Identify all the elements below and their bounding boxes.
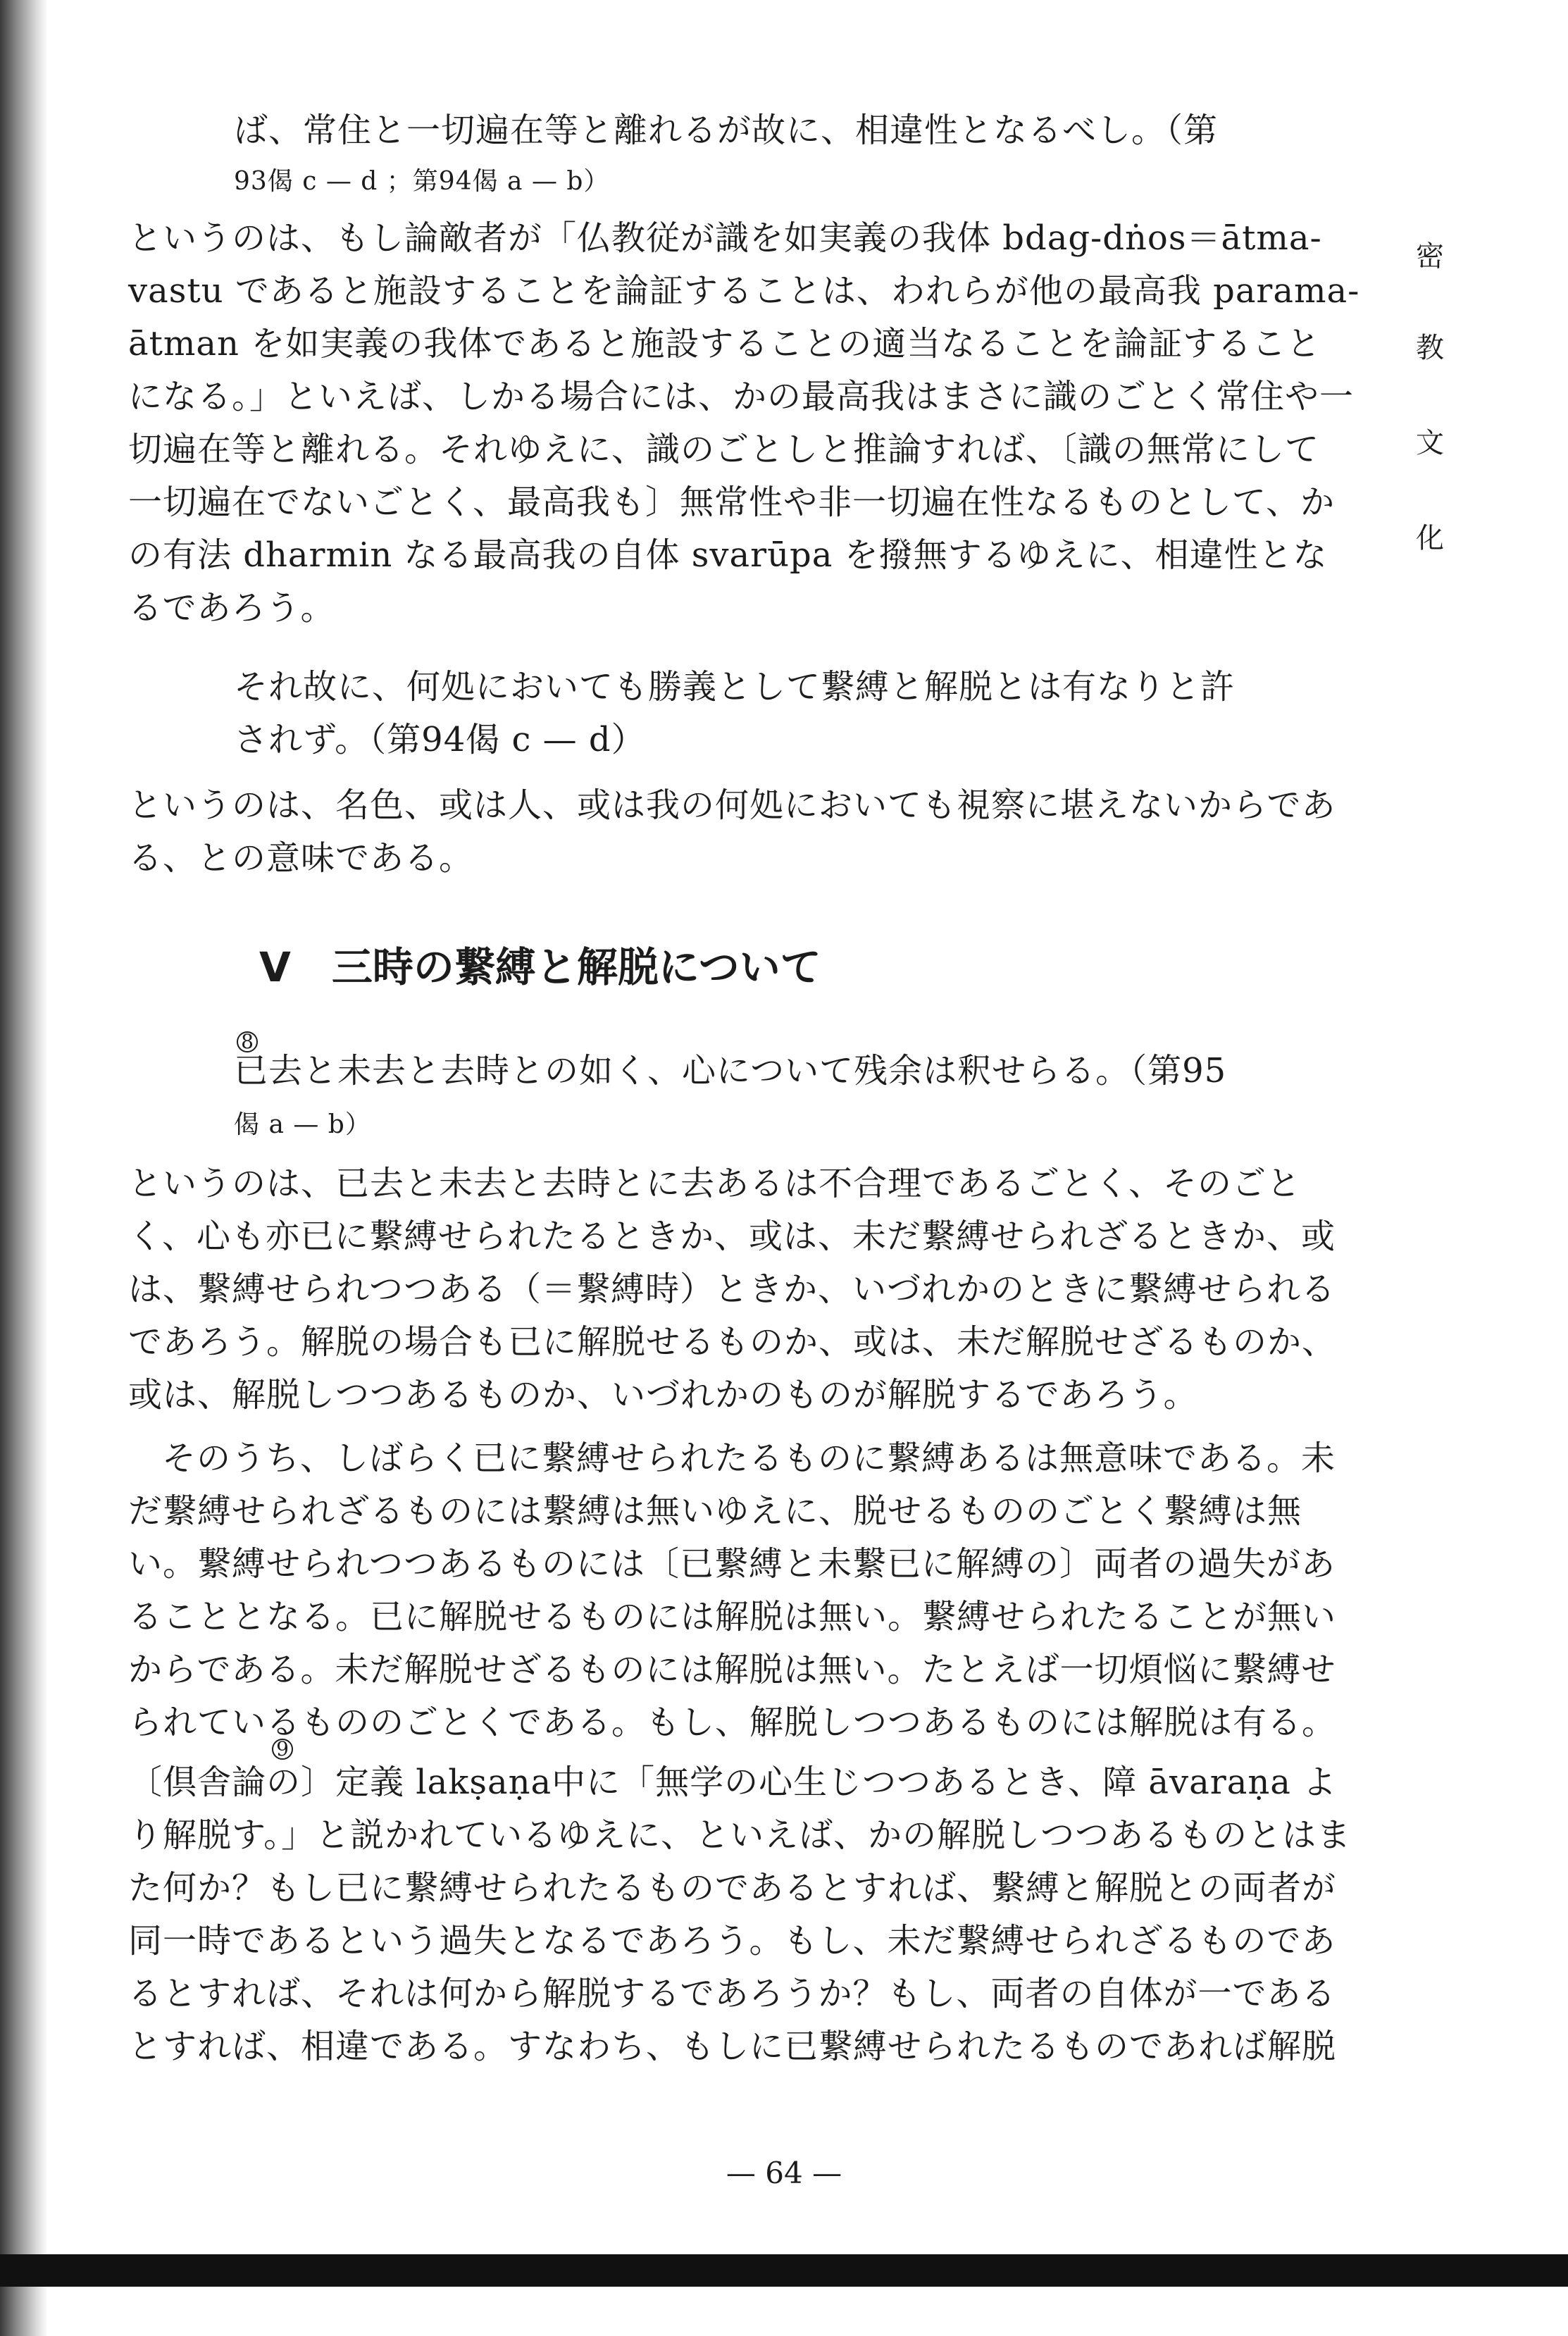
text-line: ātman を如実義の我体であると施設することの適当なることを論証すること bbox=[128, 324, 1321, 364]
text-line: の有法 dharmin なる最高我の自体 svarūpa を撥無するゆえに、相違性とな bbox=[128, 535, 1328, 575]
verse-citation: 93偈 c — d ；第94偈 a — b） bbox=[234, 167, 610, 196]
text-line: というのは、もし論敵者が「仏教従が識を如実義の我体 bdag-dṅos＝ātma- bbox=[128, 218, 1322, 258]
text-line: になる。」といえば、しかる場合には、かの最高我はまさに識のごとく常住や一 bbox=[128, 377, 1355, 416]
section-heading: V 三時の繋縛と解脱について bbox=[259, 943, 821, 991]
text-line: るであろう。 bbox=[128, 588, 335, 628]
text-line: とすれば、相違である。すなわち、もしに已繋縛せられたるものであれば解脱 bbox=[128, 2027, 1337, 2066]
text-line: そのうち、しばらく已に繋縛せられたるものに繋縛あるは無意味である。未 bbox=[162, 1439, 1336, 1478]
text-line: く、心も亦已に繋縛せられたるときか、或は、未だ繋縛せられざるときか、或 bbox=[128, 1217, 1336, 1256]
verse-line: ば、常住と一切遍在等と離れるが故に、相違性となるべし。（第 bbox=[234, 111, 1219, 150]
verse-line: 已去と未去と去時との如く、心について残余は釈せらる。（第95 bbox=[234, 1051, 1227, 1091]
text-line: い。繋縛せられつつあるものには〔已繋縛と未繋已に解縛の〕両者の過失があ bbox=[128, 1544, 1336, 1584]
text-line: であろう。解脱の場合も已に解脱せるものか、或は、未だ解脱せざるものか、 bbox=[128, 1322, 1337, 1362]
side-char-2: 教 bbox=[1416, 332, 1444, 364]
text-line: というのは、名色、或は人、或は我の何処においても視察に堪えないからであ bbox=[128, 785, 1336, 825]
footnote-marker-8: 8 bbox=[237, 1031, 258, 1052]
text-line: るとすれば、それは何から解脱するであろうか？もし、両者の自体が一である bbox=[128, 1974, 1336, 2013]
text-line: 一切遍在でないごとく、最高我も〕無常性や非一切遍在性なるものとして、か bbox=[128, 483, 1336, 522]
text-line: だ繋縛せられざるものには繋縛は無いゆえに、脱せるもののごとく繋縛は無 bbox=[128, 1491, 1302, 1531]
text-line: た何か？もし已に繋縛せられたるものであるとすれば、繋縛と解脱との両者が bbox=[128, 1868, 1337, 1908]
verse-line: されず。（第94偈 c — d） bbox=[234, 720, 646, 759]
text-line: られているもののごとくである。もし、解脱しつつあるものには解脱は有る。 bbox=[128, 1703, 1337, 1742]
side-char-3: 文 bbox=[1416, 427, 1444, 459]
text-line: 同一時であるという過失となるであろう。もし、未だ繋縛せられざるものであ bbox=[128, 1921, 1336, 1961]
text-line: 切遍在等と離れる。それゆえに、識のごとしと推論すれば、〔識の無常にして bbox=[128, 430, 1320, 469]
text-line: 〔倶舎論の〕定義 lakṣaṇa中に「無学の心生じつつあるとき、障 āvaraṇa よ bbox=[128, 1763, 1338, 1802]
verse-line: それ故に、何処においても勝義として繋縛と解脱とは有なりと許 bbox=[234, 667, 1236, 707]
verse-citation: 偈 a — b） bbox=[234, 1110, 371, 1139]
text-line: というのは、已去と未去と去時とに去あるは不合理であるごとく、そのごと bbox=[128, 1164, 1302, 1203]
text-line: vastu であると施設することを論証することは、われらが他の最高我 parama- bbox=[128, 271, 1360, 311]
side-char-1: 密 bbox=[1416, 240, 1444, 273]
text-line: 或は、解脱しつつあるものか、いづれかのものが解脱するであろう。 bbox=[128, 1375, 1198, 1415]
scan-shadow-bottom bbox=[0, 2254, 1568, 2287]
text-line: は、繋縛せられつつある（＝繋縛時）ときか、いづれかのときに繋縛せられる bbox=[128, 1269, 1336, 1309]
text-line: からである。未だ解脱せざるものには解脱は無い。たとえば一切煩悩に繋縛せ bbox=[128, 1650, 1336, 1689]
side-char-4: 化 bbox=[1416, 522, 1444, 554]
text-line: り解脱す。」と説かれているゆえに、といえば、かの解脱しつつあるものとはま bbox=[128, 1815, 1352, 1855]
footnote-marker-9: 9 bbox=[272, 1739, 293, 1760]
text-line: る、との意味である。 bbox=[128, 838, 474, 878]
page-number: — 64 — bbox=[726, 2156, 842, 2190]
text-line: ることとなる。已に解脱せるものには解脱は無い。繋縛せられたることが無い bbox=[128, 1597, 1337, 1636]
